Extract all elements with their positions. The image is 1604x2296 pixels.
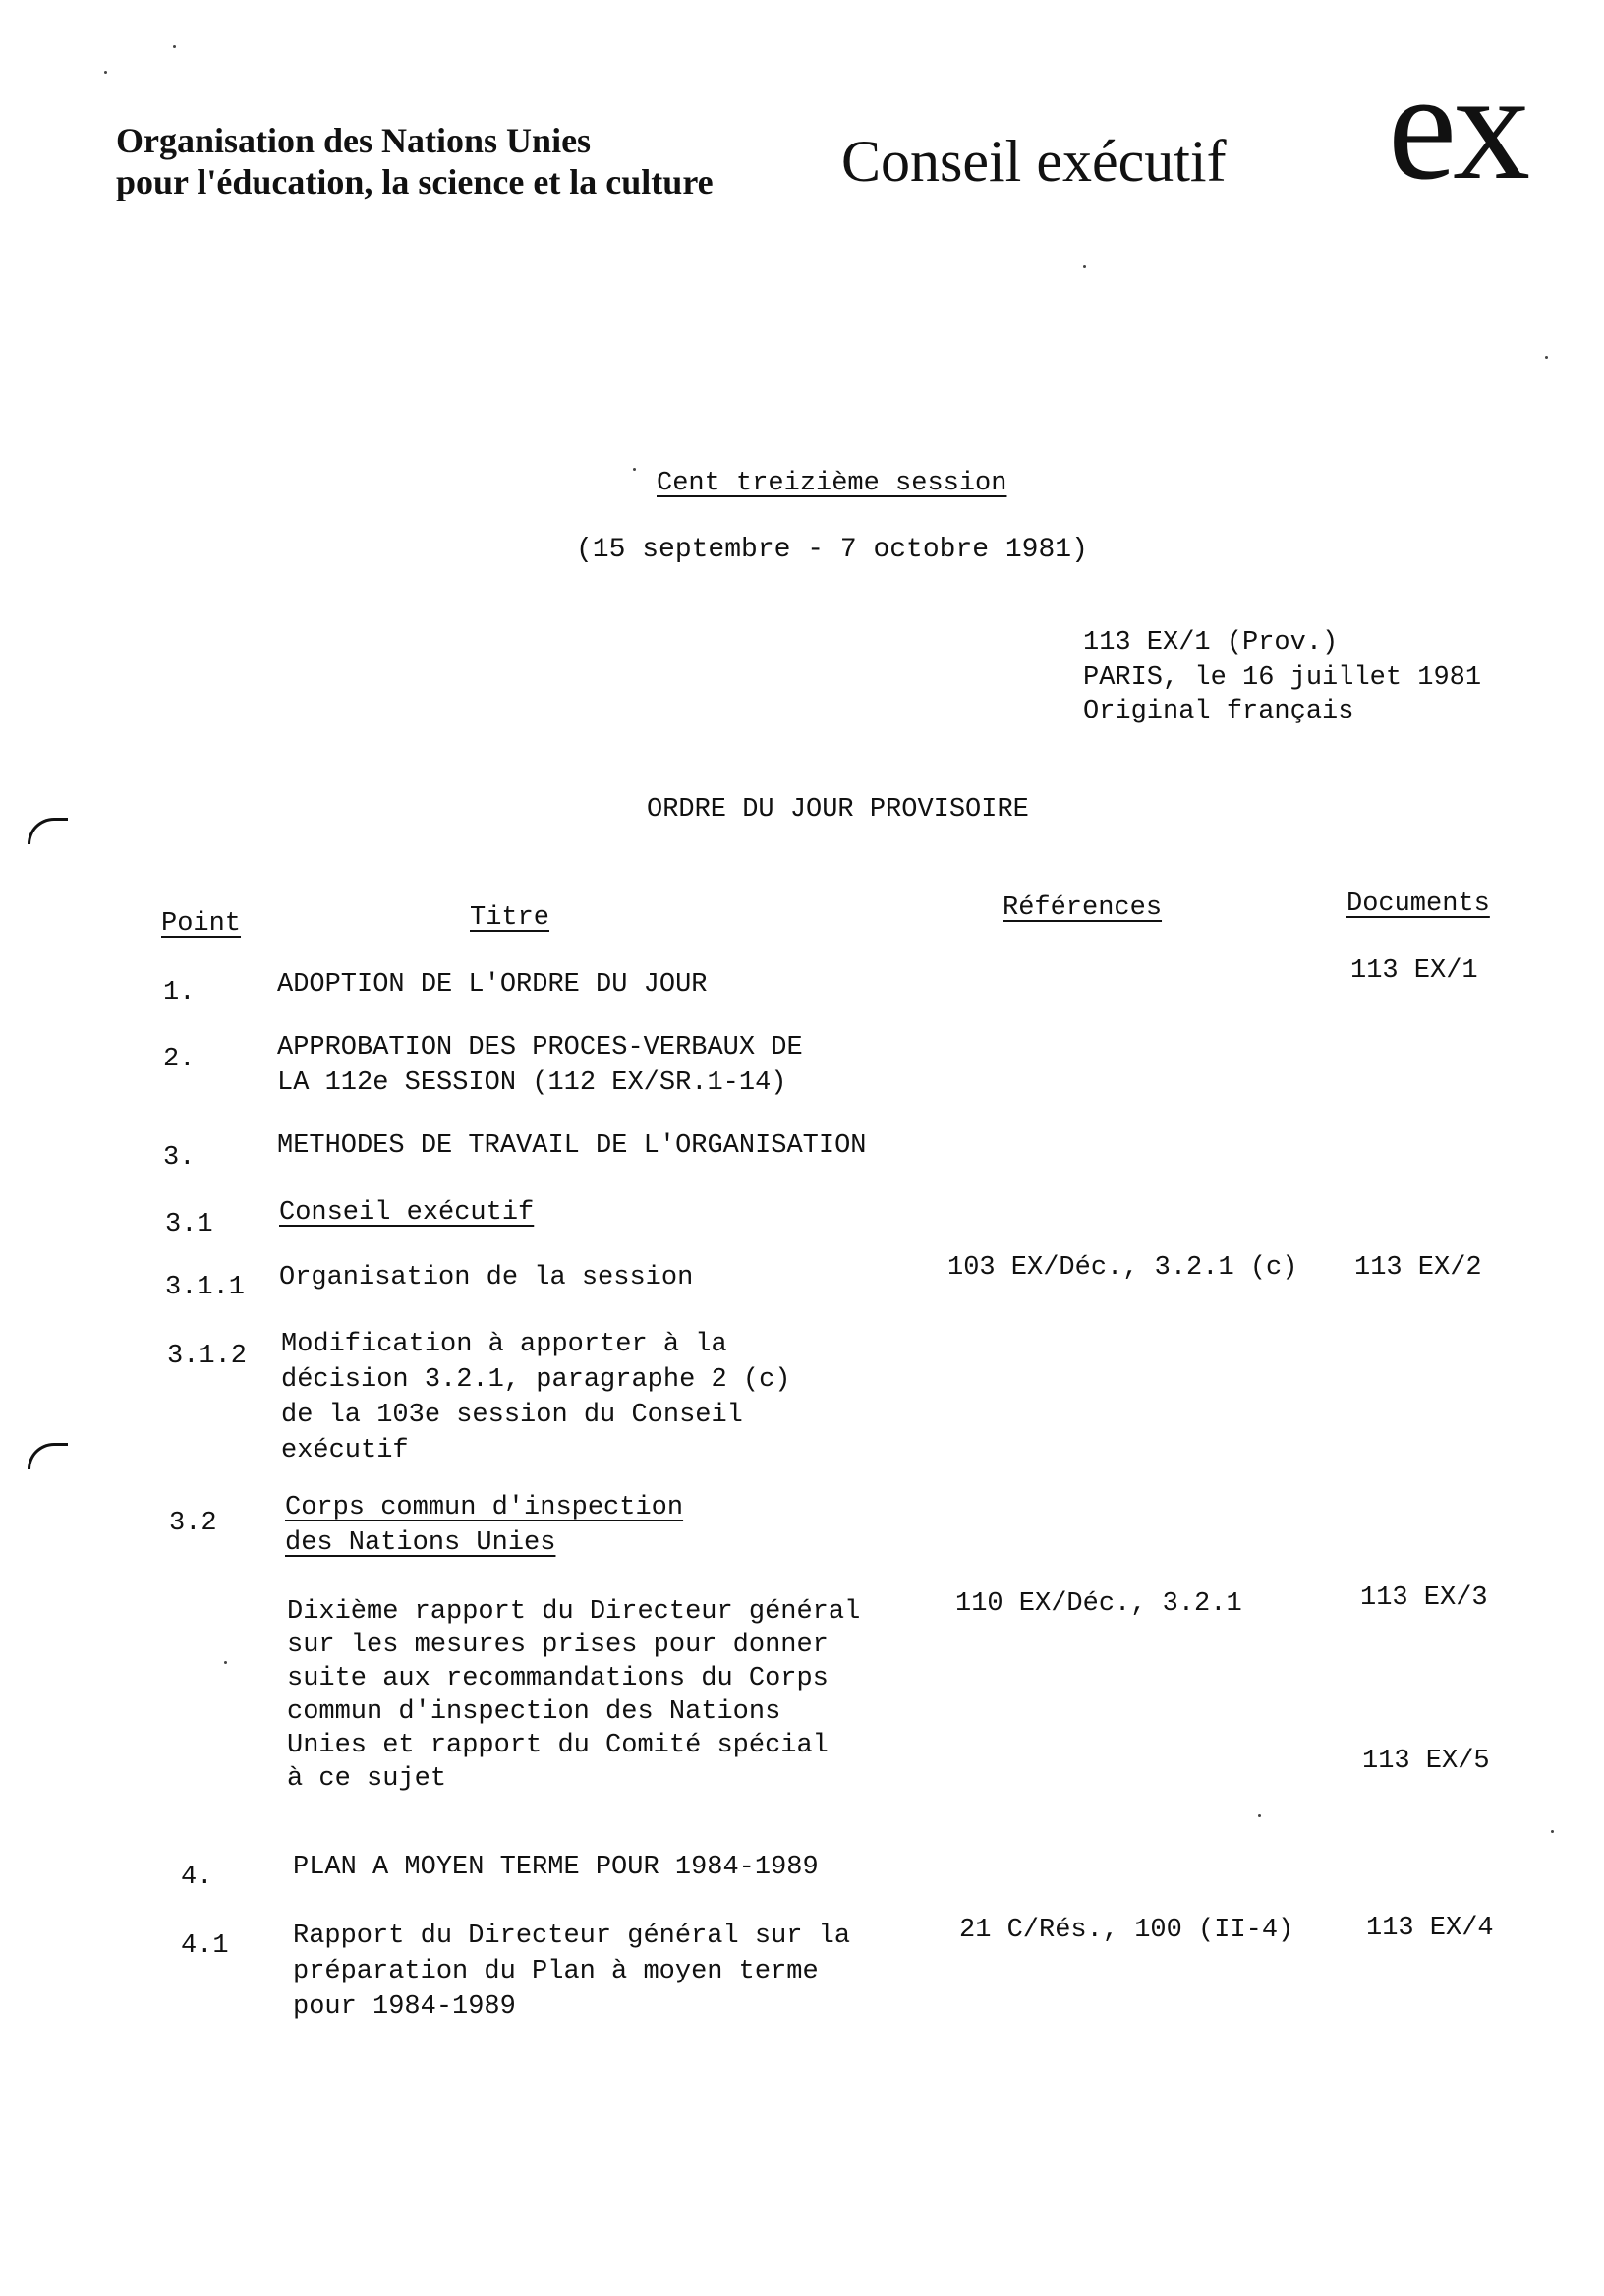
item-title-line: commun d'inspection des Nations (287, 1697, 781, 1727)
org-line-1: Organisation des Nations Unies (116, 121, 592, 160)
item-point: 1. (163, 978, 196, 1007)
item-reference: 21 C/Rés., 100 (II-4) (959, 1916, 1294, 1945)
scan-speck (1083, 265, 1086, 268)
document-original-language: Original français (1083, 697, 1354, 726)
item-title-line: ADOPTION DE L'ORDRE DU JOUR (277, 970, 708, 1000)
punch-hole-mark (28, 818, 68, 844)
item-title-line: de la 103e session du Conseil (281, 1401, 743, 1430)
item-title-line: sur les mesures prises pour donner (287, 1631, 829, 1660)
punch-hole-mark (28, 1443, 68, 1469)
document-place-date: PARIS, le 16 juillet 1981 (1083, 663, 1482, 693)
item-title-line: APPROBATION DES PROCES-VERBAUX DE (277, 1033, 803, 1062)
column-header-point: Point (161, 909, 242, 939)
item-title-line: Dixième rapport du Directeur général (287, 1597, 861, 1627)
item-title-line: suite aux recommandations du Corps (287, 1664, 829, 1693)
column-header-documents: Documents (1346, 890, 1490, 919)
item-title-line: exécutif (281, 1436, 409, 1465)
org-line-2: pour l'éducation, la science et la culture (116, 162, 714, 201)
scan-speck (1545, 356, 1548, 359)
item-title-line: METHODES DE TRAVAIL DE L'ORGANISATION (277, 1131, 867, 1161)
item-reference: 103 EX/Déc., 3.2.1 (c) (947, 1253, 1298, 1283)
item-title-line: à ce sujet (287, 1764, 447, 1794)
item-title-line: pour 1984-1989 (293, 1992, 516, 2022)
item-title-line: LA 112e SESSION (112 EX/SR.1-14) (277, 1068, 787, 1098)
item-title-line: décision 3.2.1, paragraphe 2 (c) (281, 1365, 791, 1395)
item-title-line: Conseil exécutif (279, 1198, 535, 1228)
item-title-line: PLAN A MOYEN TERME POUR 1984-1989 (293, 1853, 819, 1882)
item-point: 3.1 (165, 1210, 213, 1239)
item-title-line: Unies et rapport du Comité spécial (287, 1731, 829, 1760)
item-document: 113 EX/4 (1366, 1914, 1494, 1943)
item-point: 4. (181, 1863, 213, 1892)
item-title-line: Organisation de la session (279, 1263, 694, 1292)
document-reference: 113 EX/1 (Prov.) (1083, 628, 1339, 658)
item-reference: 110 EX/Déc., 3.2.1 (955, 1589, 1242, 1619)
item-point: 2. (163, 1045, 196, 1074)
scan-speck (1551, 1830, 1554, 1833)
agenda-title: ORDRE DU JOUR PROVISOIRE (647, 795, 1029, 825)
ex-logo: ex (1388, 40, 1527, 212)
scan-speck (633, 468, 636, 471)
item-title-line: Modification à apporter à la (281, 1330, 727, 1359)
item-document: 113 EX/3 (1360, 1583, 1488, 1613)
item-title-line: Corps commun d'inspection (285, 1493, 684, 1522)
item-point: 3. (163, 1143, 196, 1173)
item-title-line: des Nations Unies (285, 1528, 556, 1558)
organization-name (116, 120, 714, 202)
scan-speck (1258, 1814, 1261, 1817)
council-title: Conseil exécutif (841, 129, 1227, 194)
scan-speck (173, 45, 176, 48)
scan-speck (224, 1661, 227, 1664)
item-document: 113 EX/1 (1350, 956, 1478, 986)
item-point: 4.1 (181, 1931, 229, 1961)
item-document: 113 EX/5 (1362, 1747, 1490, 1776)
session-title: Cent treizième session (657, 469, 1007, 498)
column-header-references: Références (1002, 893, 1163, 923)
session-dates: (15 septembre - 7 octobre 1981) (576, 535, 1088, 565)
item-document: 113 EX/2 (1354, 1253, 1482, 1283)
item-title-line: préparation du Plan à moyen terme (293, 1957, 819, 1986)
item-point: 3.1.1 (165, 1273, 246, 1302)
scan-speck (104, 71, 107, 74)
item-point: 3.1.2 (167, 1342, 248, 1371)
item-point: 3.2 (169, 1509, 217, 1538)
item-title-line: Rapport du Directeur général sur la (293, 1922, 851, 1951)
column-header-title: Titre (470, 903, 550, 933)
